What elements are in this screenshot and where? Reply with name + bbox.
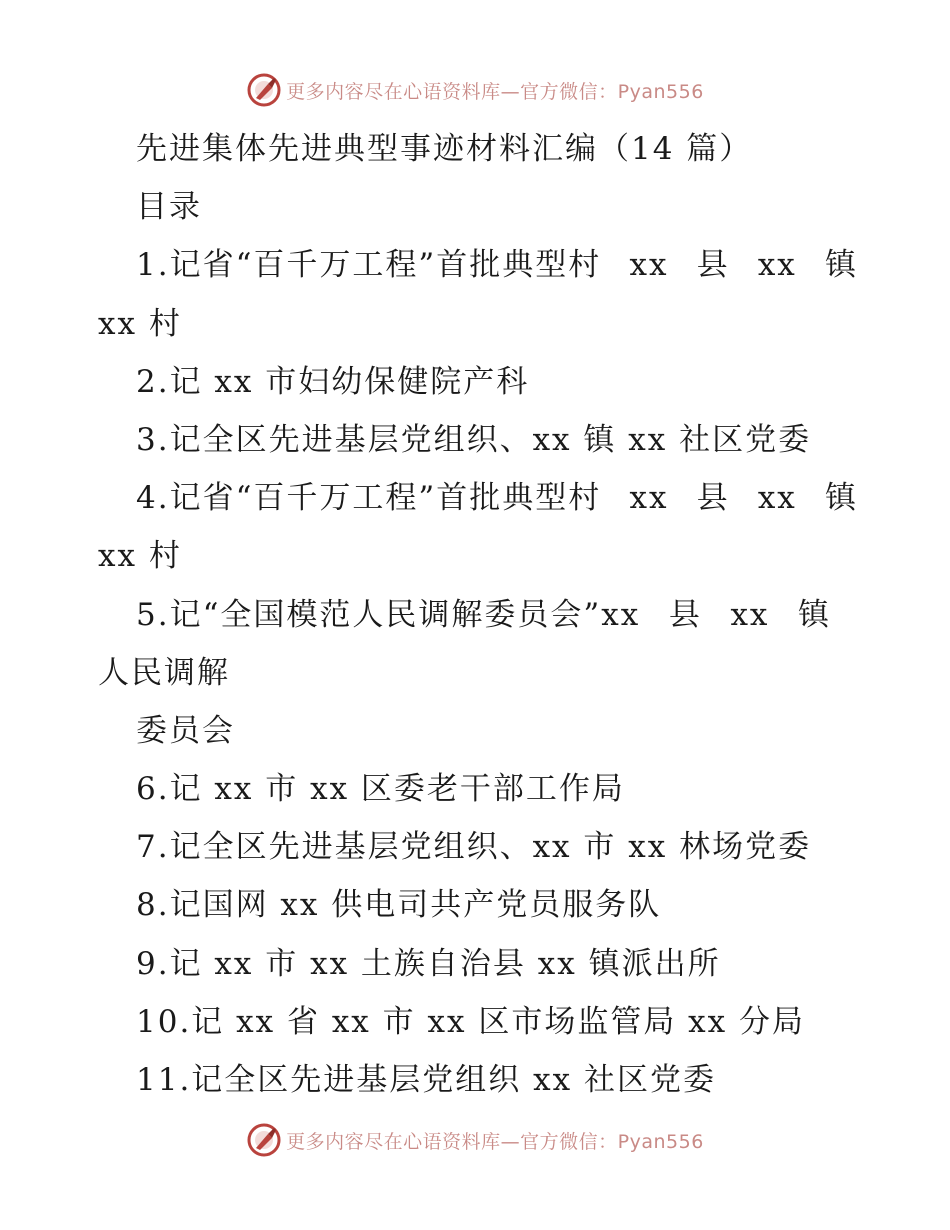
- toc-item-5-cont2: 委员会: [136, 712, 235, 749]
- toc-item-8: 8.记国网 xx 供电司共产党员服务队: [136, 887, 662, 924]
- watermark-text: 更多内容尽在心语资料库—官方微信：Pyan556: [286, 1130, 704, 1153]
- toc-item-3: 3.记全区先进基层党组织、xx 镇 xx 社区党委: [136, 421, 812, 458]
- toc-item-7: 7.记全区先进基层党组织、xx 市 xx 林场党委: [136, 829, 812, 866]
- header-watermark: [0, 70, 950, 110]
- document-title: 先进集体先进典型事迹材料汇编（14 篇）: [136, 131, 753, 167]
- toc-item-2: 2.记 xx 市妇幼保健院产科: [136, 363, 530, 400]
- watermark-text: 更多内容尽在心语资料库—官方微信：Pyan556: [286, 80, 704, 103]
- document-body: [98, 120, 858, 1109]
- toc-item-10: 10.记 xx 省 xx 市 xx 区市场监管局 xx 分局: [136, 1003, 805, 1040]
- toc-item-4: 4.记省“百千万工程”首批典型村 xx 县 xx 镇: [136, 480, 858, 517]
- footer-watermark: [0, 1120, 950, 1160]
- pen-nib-circle-icon: [246, 1122, 282, 1158]
- toc-item-9: 9.记 xx 市 xx 土族自治县 xx 镇派出所: [136, 945, 721, 982]
- toc-item-4-cont: xx 村: [98, 538, 182, 575]
- toc-item-1-cont: xx 村: [98, 305, 182, 342]
- toc-heading: 目录: [136, 189, 202, 226]
- toc-item-5: 5.记“全国模范人民调解委员会”xx 县 xx 镇: [136, 596, 831, 633]
- pen-nib-circle-icon: [246, 72, 282, 108]
- toc-item-11: 11.记全区先进基层党组织 xx 社区党委: [136, 1062, 716, 1098]
- toc-item-6: 6.记 xx 市 xx 区委老干部工作局: [136, 771, 625, 808]
- toc-item-1: 1.记省“百千万工程”首批典型村 xx 县 xx 镇: [136, 247, 858, 284]
- toc-item-5-cont: 人民调解: [98, 654, 230, 691]
